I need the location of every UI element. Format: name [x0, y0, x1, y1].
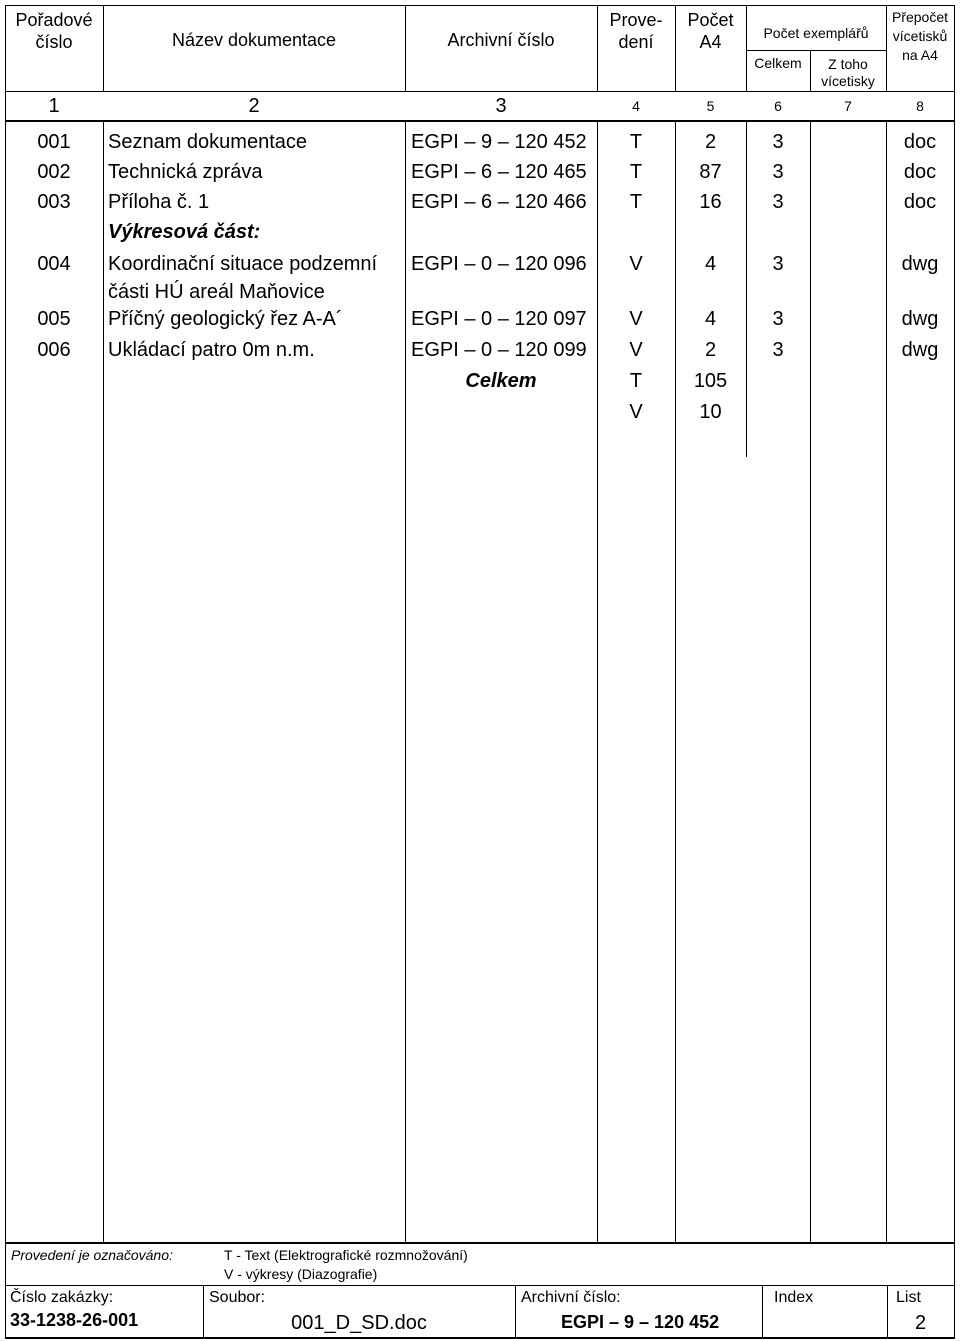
index-label: Index	[774, 1289, 814, 1306]
totals-t-label: T	[629, 370, 643, 392]
legend-drawings: V - výkresy (Diazografie)	[224, 1266, 378, 1282]
row-a4: 16	[699, 191, 722, 213]
row-format: dwg	[901, 253, 939, 275]
row-format: doc	[903, 131, 937, 153]
totals-v-label: V	[629, 401, 643, 423]
header-a4-count: Počet A4	[687, 10, 734, 52]
row-total: 3	[772, 161, 784, 183]
header-number-2: 2	[248, 95, 260, 117]
row-a4: 87	[699, 161, 722, 183]
totals-t-value: 105	[693, 370, 728, 392]
header-copies-extra: Z toho vícetisky	[821, 56, 875, 89]
row-name: Příčný geologický řez A-A´	[108, 308, 343, 330]
row-archive: EGPI – 9 – 120 452	[411, 131, 587, 153]
row-number: 005	[37, 308, 71, 330]
totals-v-value: 10	[699, 401, 722, 423]
row-total: 3	[772, 308, 784, 330]
row-number: 001	[37, 131, 71, 153]
row-a4: 4	[704, 253, 717, 275]
header-copies-group: Počet exemplářů	[763, 25, 869, 41]
row-number: 004	[37, 253, 71, 275]
legend-text: T - Text (Elektrografické rozmnožování)	[224, 1247, 468, 1263]
header-order-number: Pořadové číslo	[15, 10, 93, 52]
row-archive: EGPI – 6 – 120 466	[411, 191, 587, 213]
header-recalc-a4: Přepočet vícetisků na A4	[891, 9, 949, 63]
header-document-name: Název dokumentace	[171, 30, 337, 50]
list-value: 2	[914, 1312, 927, 1334]
row-archive: EGPI – 6 – 120 465	[411, 161, 587, 183]
header-number-3: 3	[495, 95, 507, 117]
header-number-6: 6	[774, 98, 782, 114]
totals-label: Celkem	[465, 370, 537, 392]
header-copies-total: Celkem	[754, 55, 802, 71]
archive-label: Archivní číslo:	[521, 1289, 621, 1306]
row-format: doc	[903, 191, 937, 213]
header-number-4: 4	[632, 98, 640, 114]
row-name-continued: části HÚ areál Maňovice	[108, 281, 325, 303]
row-type: T	[629, 191, 643, 213]
header-number-8: 8	[916, 98, 924, 114]
header-execution: Prove- dení	[609, 10, 663, 52]
header-number-5: 5	[706, 98, 715, 114]
provedeni-label: Provedení je označováno:	[11, 1247, 173, 1263]
row-format: dwg	[901, 339, 939, 361]
header-number-1: 1	[48, 95, 60, 117]
file-label: Soubor:	[209, 1289, 266, 1306]
order-value: 33-1238-26-001	[10, 1310, 139, 1330]
row-name: Ukládací patro 0m n.m.	[108, 339, 315, 361]
list-label: List	[896, 1289, 921, 1306]
row-name: Příloha č. 1	[108, 191, 210, 213]
row-a4: 4	[704, 308, 717, 330]
row-format: dwg	[901, 308, 939, 330]
row-type: V	[629, 308, 643, 330]
row-a4: 2	[704, 131, 717, 153]
order-label: Číslo zakázky:	[10, 1289, 114, 1306]
section-title: Výkresová část:	[108, 221, 261, 243]
row-type: V	[629, 253, 643, 275]
row-total: 3	[772, 339, 784, 361]
header-archive-number: Archivní číslo	[447, 30, 555, 50]
file-value: 001_D_SD.doc	[291, 1312, 427, 1334]
row-total: 3	[772, 191, 784, 213]
header-number-7: 7	[844, 98, 852, 114]
row-archive: EGPI – 0 – 120 099	[411, 339, 587, 361]
row-number: 002	[37, 161, 71, 183]
row-name: Koordinační situace podzemní	[108, 253, 378, 275]
row-type: T	[629, 131, 643, 153]
row-name: Technická zpráva	[108, 161, 263, 183]
row-number: 006	[37, 339, 71, 361]
row-total: 3	[772, 253, 784, 275]
row-a4: 2	[704, 339, 717, 361]
row-type: V	[629, 339, 643, 361]
row-archive: EGPI – 0 – 120 096	[411, 253, 587, 275]
row-archive: EGPI – 0 – 120 097	[411, 308, 587, 330]
row-type: T	[629, 161, 643, 183]
row-format: doc	[903, 161, 937, 183]
archive-value: EGPI – 9 – 120 452	[561, 1312, 720, 1332]
row-total: 3	[772, 131, 784, 153]
row-number: 003	[37, 191, 71, 213]
row-name: Seznam dokumentace	[108, 131, 308, 153]
